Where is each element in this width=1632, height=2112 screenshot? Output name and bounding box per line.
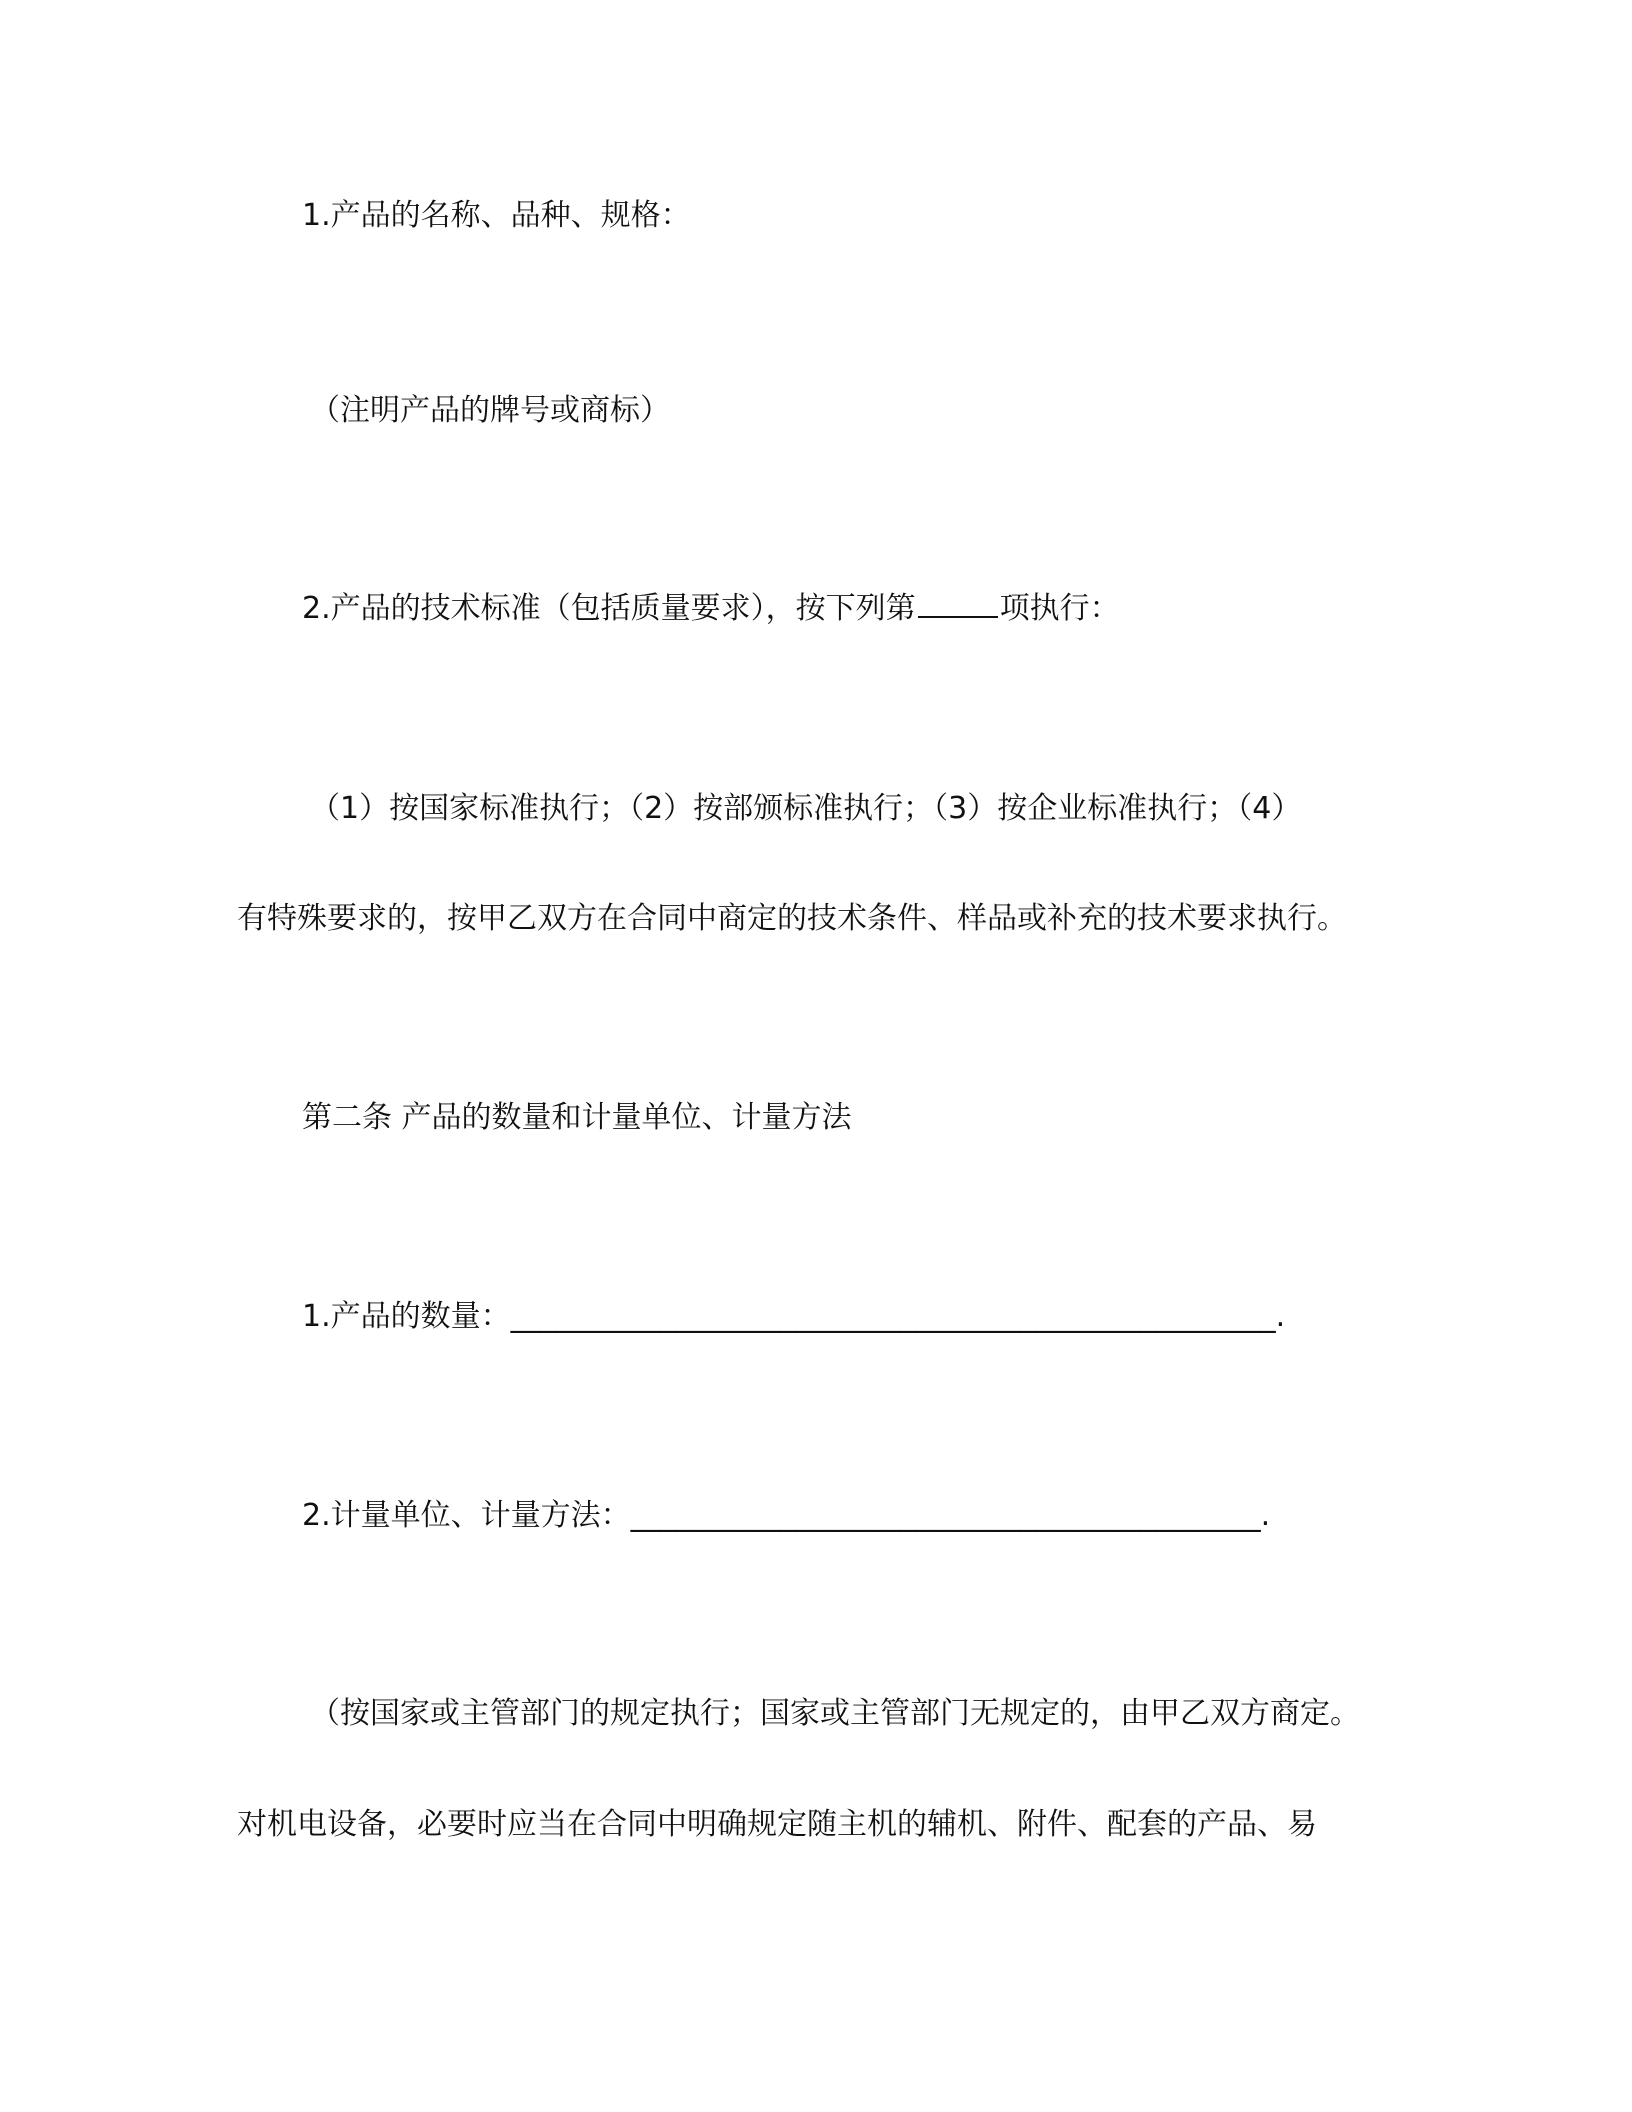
item-number-blank <box>918 590 998 618</box>
article-2-heading: 第二条 产品的数量和计量单位、计量方法 <box>302 1100 852 1135</box>
item-2-text-after: 项执行： <box>999 591 1120 626</box>
standard-options: （1）按国家标准执行；（2）按部颁标准执行；（3）按企业标准执行；（4） <box>310 791 1302 826</box>
item-1-product-name: 1.产品的名称、品种、规格： <box>302 198 691 233</box>
item-2-text-before: 2.产品的技术标准（包括质量要求），按下列第 <box>302 591 916 626</box>
item-2-technical-standard <box>302 589 1120 629</box>
measurement-note: （按国家或主管部门的规定执行；国家或主管部门无规定的，由甲乙双方商定。 <box>310 1696 1360 1731</box>
brand-note: （注明产品的牌号或商标） <box>310 393 670 428</box>
unit-method-line: 2.计量单位、计量方法：__________________________________________. <box>302 1498 1271 1533</box>
measurement-note-continued: 对机电设备，必要时应当在合同中明确规定随主机的辅机、附件、配套的产品、易 <box>237 1807 1317 1842</box>
standard-options-continued: 有特殊要求的，按甲乙双方在合同中商定的技术条件、样品或补充的技术要求执行。 <box>237 901 1347 936</box>
quantity-line: 1.产品的数量：___________________________________________________. <box>302 1299 1286 1334</box>
